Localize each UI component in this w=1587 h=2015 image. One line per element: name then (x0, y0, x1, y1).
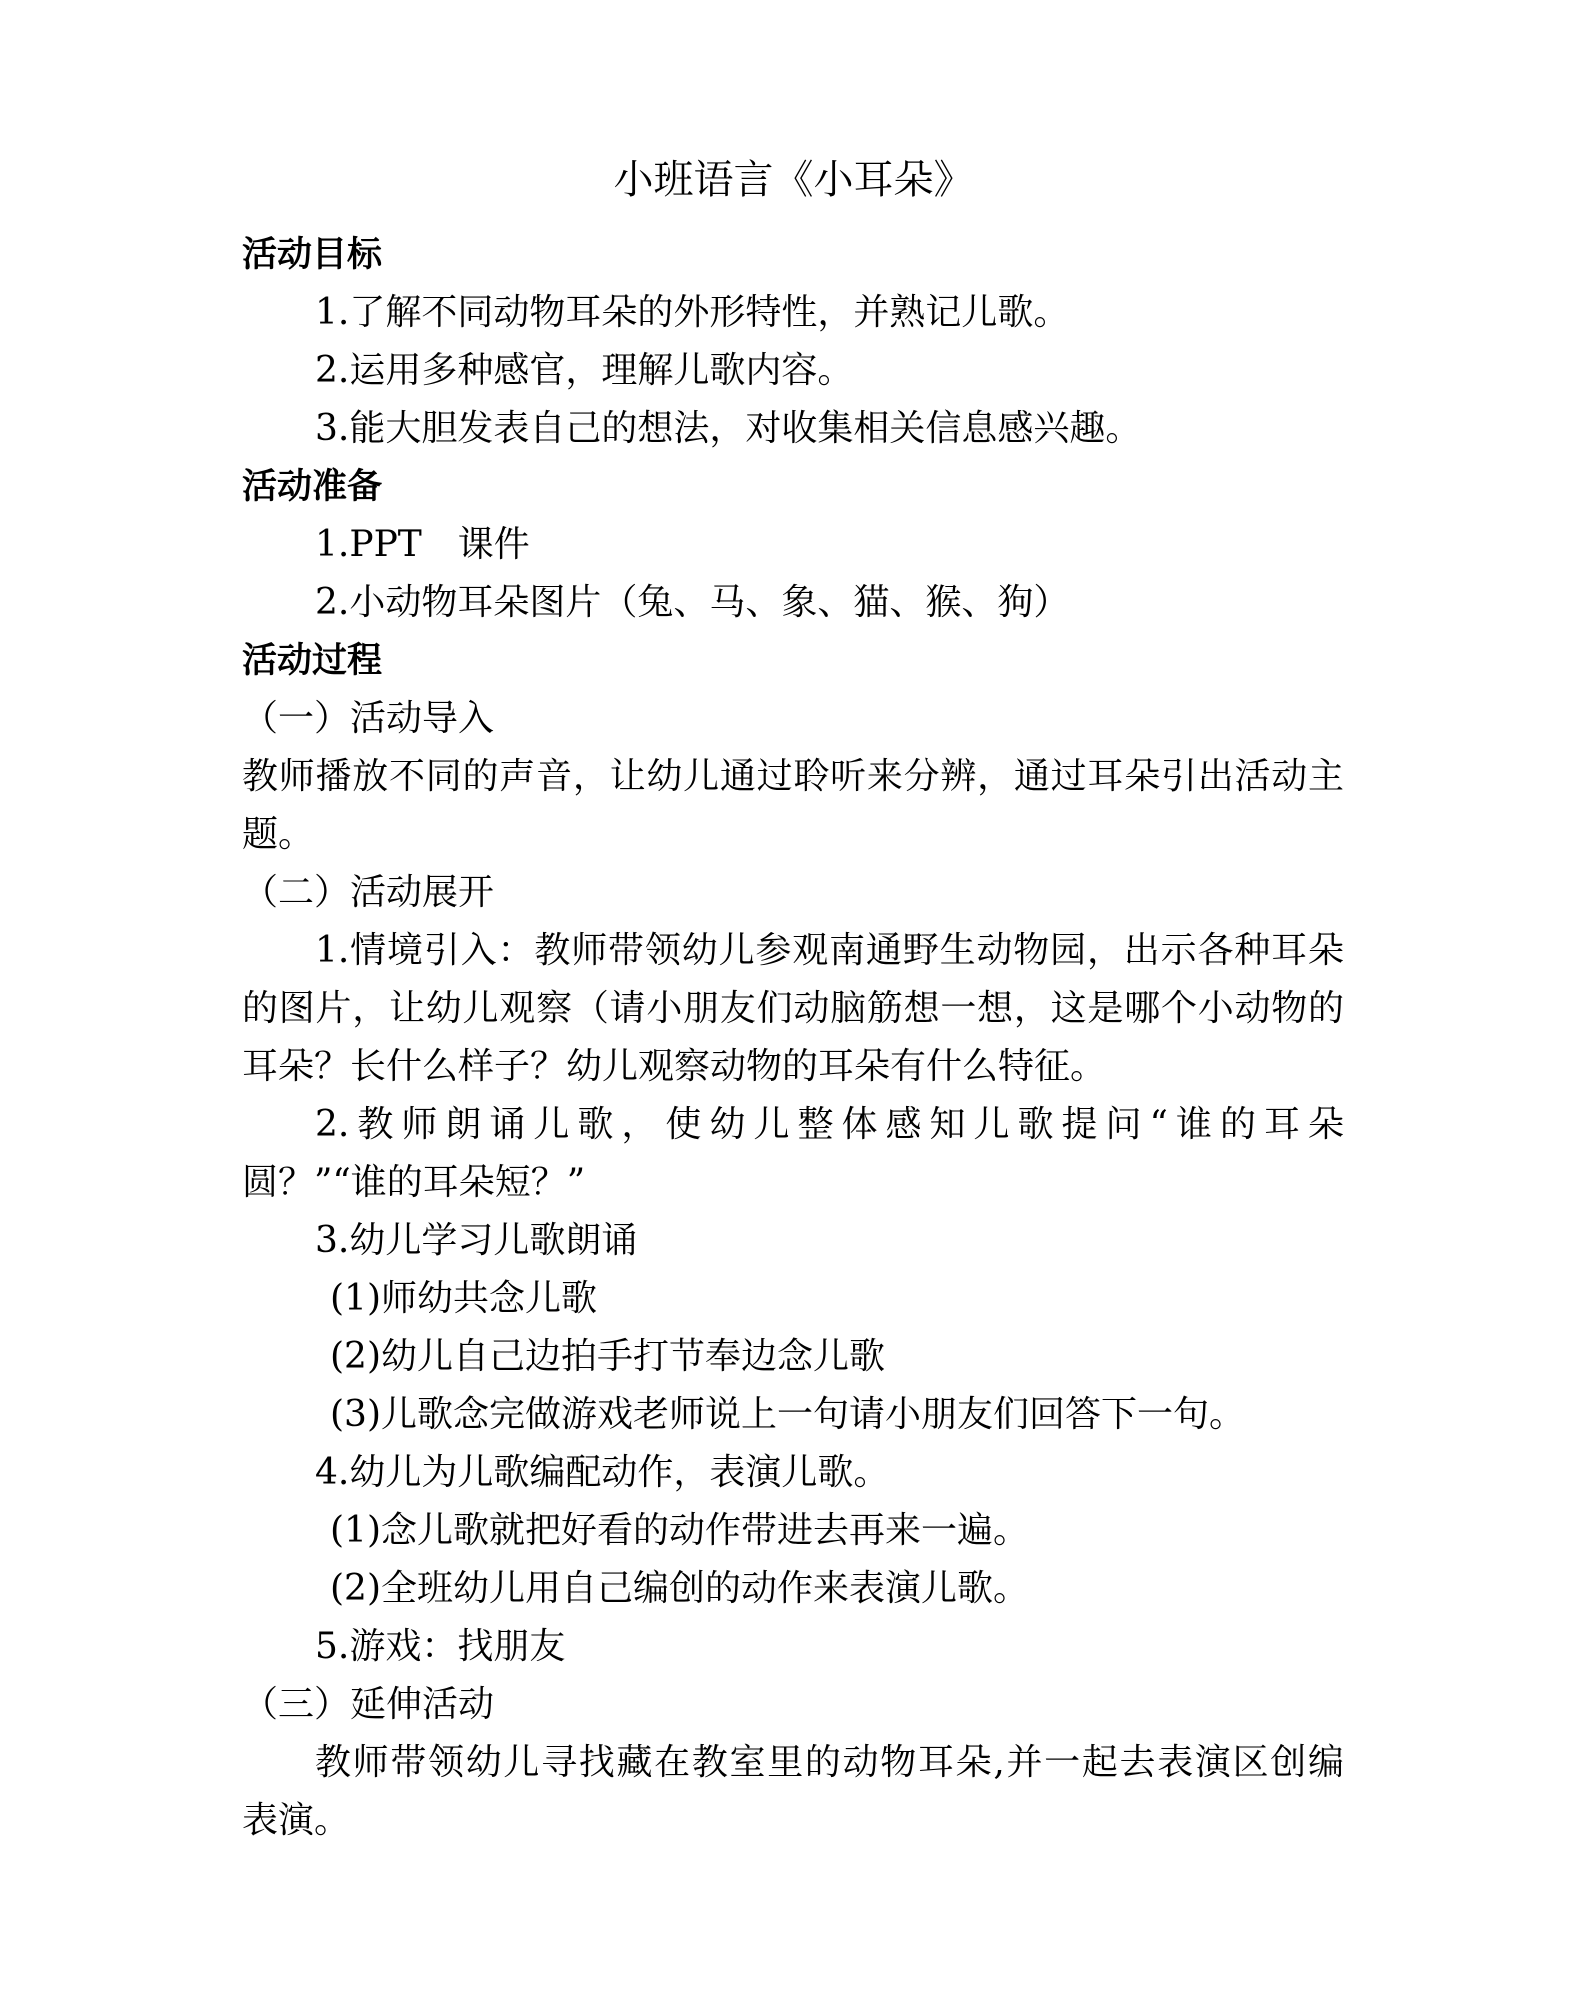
subsection-heading-intro: （一）活动导入 (242, 698, 495, 739)
paragraph-line: 的图片，让幼儿观察（请小朋友们动脑筋想一想，这是哪个小动物的 (242, 988, 1344, 1029)
preparation-item: 1.PPT 课件 (315, 524, 530, 565)
sub-step-item: (2)幼儿自己边拍手打节奉边念儿歌 (330, 1336, 885, 1377)
paragraph-line: 2.教师朗诵儿歌，使幼儿整体感知儿歌提问“谁的耳朵 (315, 1104, 1344, 1145)
sub-step-item: (1)师幼共念儿歌 (330, 1278, 597, 1319)
section-heading-goals: 活动目标 (242, 235, 383, 275)
section-heading-preparation: 活动准备 (242, 467, 383, 507)
goal-item: 1.了解不同动物耳朵的外形特性，并熟记儿歌。 (315, 292, 1070, 333)
step-item: 4.幼儿为儿歌编配动作，表演儿歌。 (315, 1452, 890, 1493)
document-body (242, 226, 1344, 1850)
paragraph-line: 耳朵？长什么样子？幼儿观察动物的耳朵有什么特征。 (242, 1046, 1107, 1087)
subsection-heading-develop: （二）活动展开 (242, 872, 495, 913)
paragraph-line: 表演。 (242, 1800, 351, 1841)
goal-item: 2.运用多种感官，理解儿歌内容。 (315, 350, 854, 391)
paragraph-line: 题。 (242, 814, 315, 855)
section-heading-process: 活动过程 (242, 641, 383, 681)
goal-item: 3.能大胆发表自己的想法，对收集相关信息感兴趣。 (315, 408, 1142, 449)
paragraph-line: 教师带领幼儿寻找藏在教室里的动物耳朵,并一起去表演区创编 (315, 1742, 1344, 1783)
paragraph-line: 圆？”“谁的耳朵短？” (242, 1162, 586, 1203)
sub-step-item: (3)儿歌念完做游戏老师说上一句请小朋友们回答下一句。 (330, 1394, 1245, 1435)
sub-step-item: (2)全班幼儿用自己编创的动作来表演儿歌。 (330, 1568, 1029, 1609)
document-title: 小班语言《小耳朵》 (613, 157, 974, 203)
paragraph-line: 教师播放不同的声音，让幼儿通过聆听来分辨，通过耳朵引出活动主 (242, 756, 1344, 797)
subsection-heading-extension: （三）延伸活动 (242, 1684, 495, 1725)
step-item: 5.游戏：找朋友 (315, 1626, 566, 1667)
step-item: 3.幼儿学习儿歌朗诵 (315, 1220, 638, 1261)
paragraph-line: 1.情境引入：教师带领幼儿参观南通野生动物园，出示各种耳朵 (315, 930, 1344, 971)
preparation-item: 2.小动物耳朵图片（兔、马、象、猫、猴、狗） (315, 582, 1070, 623)
sub-step-item: (1)念儿歌就把好看的动作带进去再来一遍。 (330, 1510, 1029, 1551)
